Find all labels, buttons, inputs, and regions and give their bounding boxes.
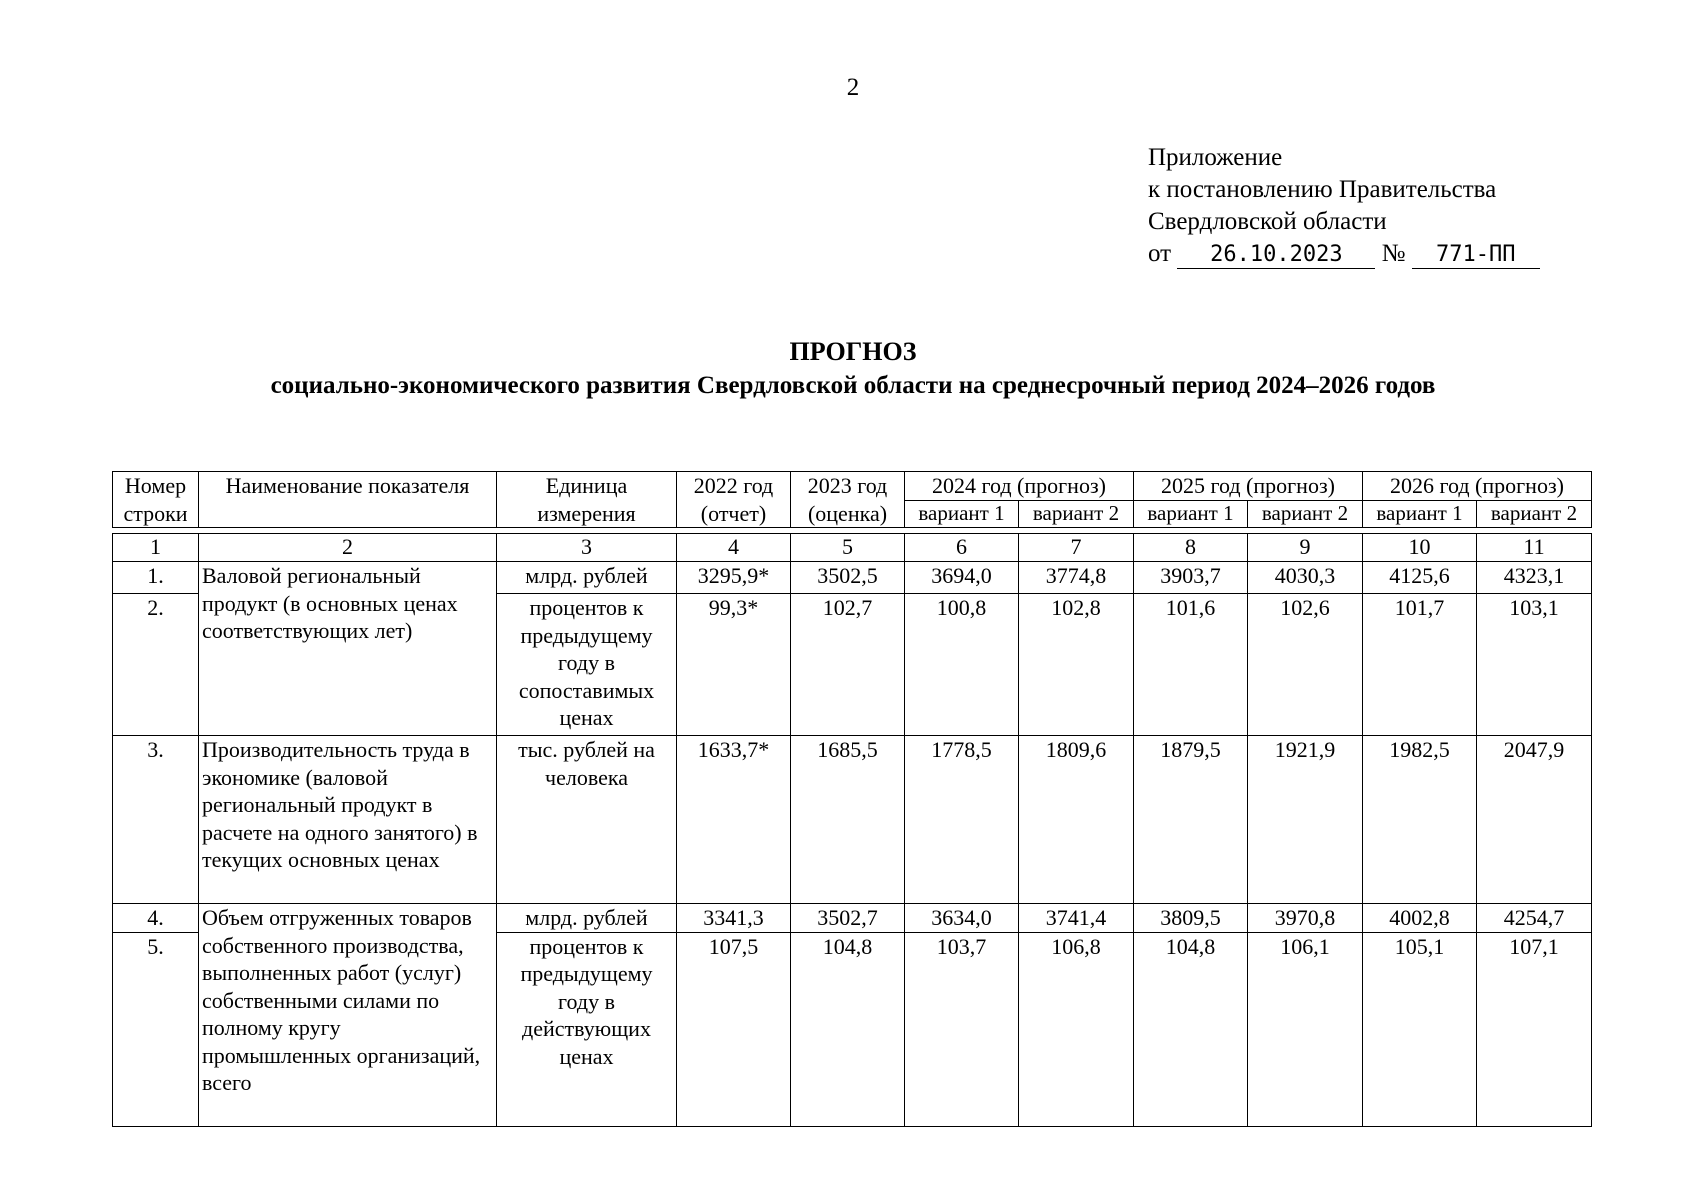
value-cell: 107,5: [677, 932, 791, 1126]
header-2023: 2023 год (оценка): [791, 472, 905, 528]
appendix-date-line: [1148, 238, 1540, 270]
value-cell: 3502,5: [791, 562, 905, 594]
value-cell: 1921,9: [1248, 736, 1363, 904]
value-cell: 1633,7*: [677, 736, 791, 904]
appendix-line-3: Свердловской области: [1148, 208, 1387, 235]
value-cell: 105,1: [1363, 932, 1477, 1126]
appendix-line-2: к постановлению Правительства: [1148, 176, 1497, 203]
header-2024-variant-2: вариант 2: [1019, 500, 1134, 527]
table-row: [113, 904, 1592, 933]
header-2026-variant-2: вариант 2: [1477, 500, 1592, 527]
value-cell: 3970,8: [1248, 904, 1363, 933]
value-cell: 4254,7: [1477, 904, 1592, 933]
value-cell: 106,1: [1248, 932, 1363, 1126]
row-number: 5.: [113, 932, 199, 1126]
column-number: 5: [791, 534, 905, 562]
value-cell: 2047,9: [1477, 736, 1592, 904]
value-cell: 100,8: [905, 594, 1019, 736]
header-row-number: Номер строки: [113, 472, 199, 528]
header-unit: Единица измерения: [497, 472, 677, 528]
value-cell: 1809,6: [1019, 736, 1134, 904]
column-number: 6: [905, 534, 1019, 562]
value-cell: 3809,5: [1134, 904, 1248, 933]
header-2026: 2026 год (прогноз): [1363, 472, 1592, 501]
value-cell: 4323,1: [1477, 562, 1592, 594]
value-cell: 3634,0: [905, 904, 1019, 933]
table-header: [112, 471, 1592, 528]
number-prefix: №: [1381, 240, 1406, 267]
column-number: 3: [497, 534, 677, 562]
value-cell: 101,7: [1363, 594, 1477, 736]
value-cell: 103,1: [1477, 594, 1592, 736]
table-row: [113, 562, 1592, 594]
column-number: 1: [113, 534, 199, 562]
unit-cell: процентов к предыдущему году в действующих ценах: [497, 932, 677, 1126]
unit-cell: процентов к предыдущему году в сопоставимых ценах: [497, 594, 677, 736]
value-cell: 4030,3: [1248, 562, 1363, 594]
table-column-numbers: [112, 533, 1592, 562]
value-cell: 1685,5: [791, 736, 905, 904]
forecast-table: [112, 561, 1592, 1127]
header-2026-variant-1: вариант 1: [1363, 500, 1477, 527]
indicator-name: Валовой региональный продукт (в основных ценах соответствующих лет): [199, 562, 497, 736]
column-number: 7: [1019, 534, 1134, 562]
value-cell: 3903,7: [1134, 562, 1248, 594]
value-cell: 3502,7: [791, 904, 905, 933]
column-number: 9: [1248, 534, 1363, 562]
value-cell: 1778,5: [905, 736, 1019, 904]
header-2025-variant-1: вариант 1: [1134, 500, 1248, 527]
value-cell: 99,3*: [677, 594, 791, 736]
column-number: 4: [677, 534, 791, 562]
header-2022: 2022 год (отчет): [677, 472, 791, 528]
table-row: [113, 736, 1592, 904]
header-2025: 2025 год (прогноз): [1134, 472, 1363, 501]
document-title: ПРОГНОЗ: [789, 337, 917, 366]
appendix-block: [1148, 142, 1540, 270]
value-cell: 4002,8: [1363, 904, 1477, 933]
value-cell: 3741,4: [1019, 904, 1134, 933]
row-number: 1.: [113, 562, 199, 594]
date-prefix: от: [1148, 240, 1172, 267]
value-cell: 1982,5: [1363, 736, 1477, 904]
column-number: 8: [1134, 534, 1248, 562]
indicator-name: Производительность труда в экономике (валовой региональный продукт в расчете на одного занятого) в текущих основных ценах: [199, 736, 497, 904]
unit-cell: млрд. рублей: [497, 904, 677, 933]
row-number: 4.: [113, 904, 199, 933]
value-cell: 3694,0: [905, 562, 1019, 594]
value-cell: 1879,5: [1134, 736, 1248, 904]
indicator-name: Объем отгруженных товаров собственного производства, выполненных работ (услуг) собственными силами по полному кругу промышленных организаций, всего: [199, 904, 497, 1127]
appendix-line-1: Приложение: [1148, 144, 1283, 171]
value-cell: 102,8: [1019, 594, 1134, 736]
value-cell: 103,7: [905, 932, 1019, 1126]
document-subtitle: социально-экономического развития Свердловской области на среднесрочный период 2024–2026 годов: [270, 372, 1436, 399]
value-cell: 3774,8: [1019, 562, 1134, 594]
header-indicator-name: Наименование показателя: [199, 472, 497, 528]
value-cell: 102,7: [791, 594, 905, 736]
header-2025-variant-2: вариант 2: [1248, 500, 1363, 527]
header-2024-variant-1: вариант 1: [905, 500, 1019, 527]
column-number: 2: [199, 534, 497, 562]
value-cell: 3341,3: [677, 904, 791, 933]
unit-cell: млрд. рублей: [497, 562, 677, 594]
column-number: 10: [1363, 534, 1477, 562]
value-cell: 104,8: [1134, 932, 1248, 1126]
header-2024: 2024 год (прогноз): [905, 472, 1134, 501]
row-number: 2.: [113, 594, 199, 736]
resolution-number: 771-ПП: [1412, 242, 1540, 269]
value-cell: 104,8: [791, 932, 905, 1126]
resolution-date: 26.10.2023: [1177, 242, 1375, 269]
unit-cell: тыс. рублей на человека: [497, 736, 677, 904]
column-number: 11: [1477, 534, 1592, 562]
value-cell: 3295,9*: [677, 562, 791, 594]
value-cell: 107,1: [1477, 932, 1592, 1126]
page-number: 2: [846, 74, 860, 101]
value-cell: 4125,6: [1363, 562, 1477, 594]
value-cell: 102,6: [1248, 594, 1363, 736]
value-cell: 106,8: [1019, 932, 1134, 1126]
value-cell: 101,6: [1134, 594, 1248, 736]
row-number: 3.: [113, 736, 199, 904]
